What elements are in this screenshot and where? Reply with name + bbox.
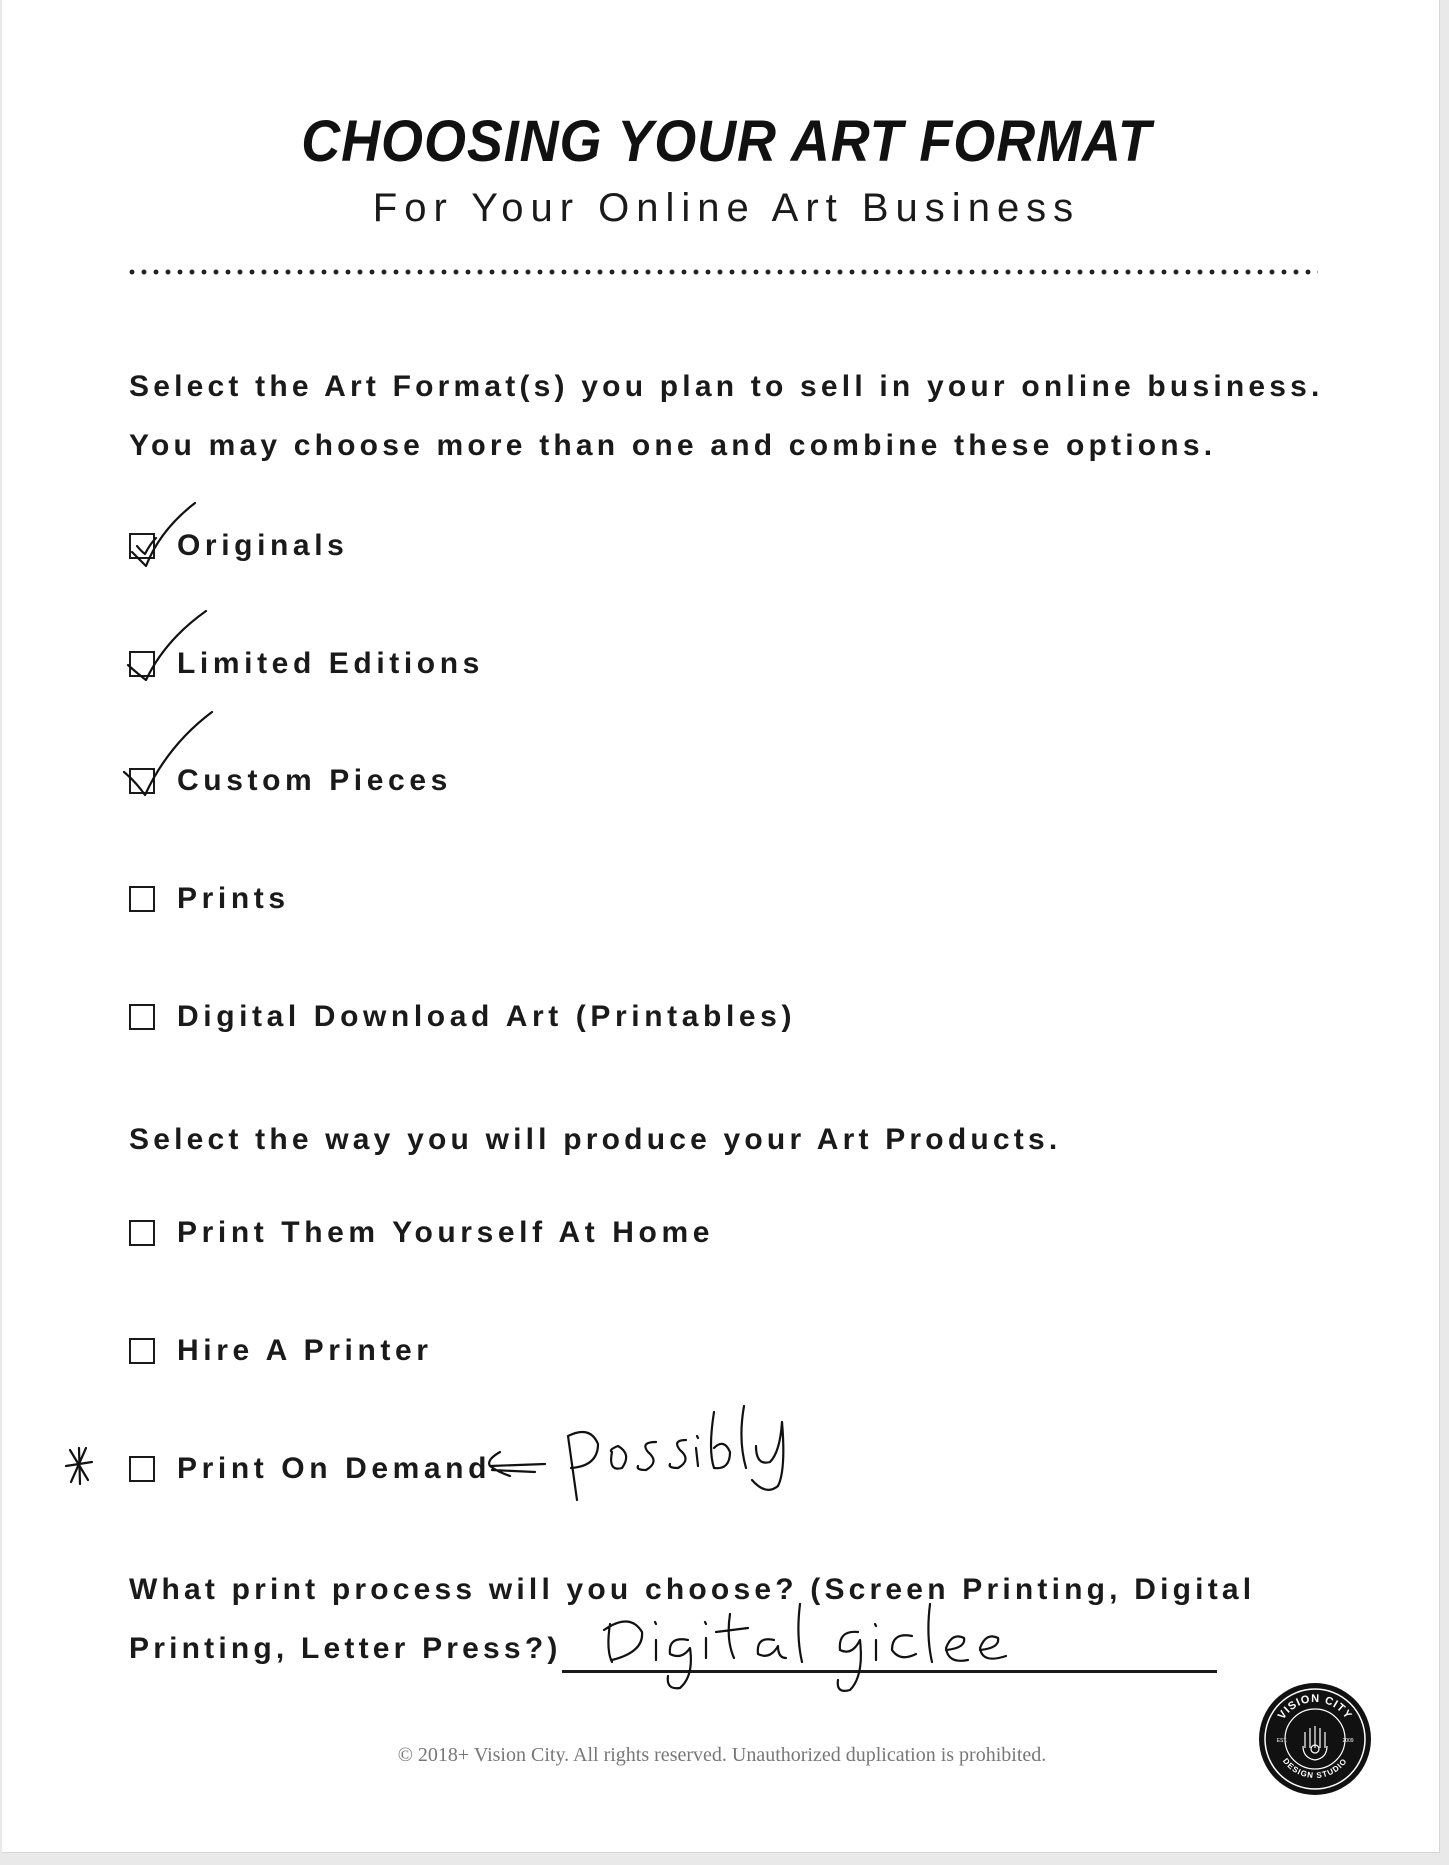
checkbox-print-at-home[interactable]	[129, 1220, 155, 1246]
option-limited-editions[interactable]	[129, 647, 484, 681]
process-question-line1: What print process will you choose? (Screen Printing, Digital	[129, 1573, 1256, 1606]
page-title: CHOOSING YOUR ART FORMAT	[301, 109, 1152, 174]
production-instruction: Select the way you will produce your Art Products.	[129, 1123, 1062, 1156]
option-label: Print Them Yourself At Home	[177, 1216, 715, 1249]
vision-city-logo	[1258, 1682, 1372, 1796]
option-digital-download[interactable]	[129, 1000, 796, 1034]
option-label: Limited Editions	[177, 647, 484, 680]
svg-text:VISION CITY: VISION CITY	[1275, 1692, 1355, 1722]
option-print-at-home[interactable]	[129, 1216, 714, 1250]
option-hire-printer[interactable]	[129, 1334, 433, 1368]
option-label: Custom Pieces	[177, 764, 452, 797]
checkbox-digital-download[interactable]	[129, 1004, 155, 1030]
checkbox-print-on-demand[interactable]	[129, 1456, 155, 1482]
option-label: Originals	[177, 529, 349, 562]
page-subtitle: For Your Online Art Business	[372, 186, 1081, 230]
checkbox-limited-editions[interactable]	[129, 651, 155, 677]
checkbox-originals[interactable]	[129, 533, 155, 559]
formats-instruction-line2: You may choose more than one and combine these options.	[129, 429, 1217, 462]
answer-underline[interactable]	[562, 1670, 1217, 1673]
option-label: Digital Download Art (Printables)	[177, 1000, 797, 1033]
option-label: Hire A Printer	[177, 1334, 433, 1367]
process-question-line2: Printing, Letter Press?)	[129, 1632, 562, 1665]
formats-instruction-line1: Select the Art Format(s) you plan to sell in your online business.	[129, 370, 1324, 403]
option-prints[interactable]	[129, 882, 290, 916]
checkbox-custom-pieces[interactable]	[129, 768, 155, 794]
copyright-footer: © 2018+ Vision City. All rights reserved. Unauthorized duplication is prohibited.	[397, 1744, 1047, 1766]
option-label: Print On Demand	[177, 1452, 492, 1485]
svg-text:2009: 2009	[1342, 1738, 1354, 1744]
checkbox-hire-printer[interactable]	[129, 1338, 155, 1364]
svg-text:EST.: EST.	[1276, 1738, 1288, 1744]
option-originals[interactable]	[129, 529, 348, 563]
worksheet-page	[2, 0, 1440, 1853]
checkbox-prints[interactable]	[129, 886, 155, 912]
svg-text:DESIGN STUDIO: DESIGN STUDIO	[1280, 1756, 1350, 1781]
option-custom-pieces[interactable]	[129, 764, 452, 798]
dotted-divider	[126, 268, 1318, 276]
option-print-on-demand[interactable]	[129, 1452, 491, 1486]
option-label: Prints	[177, 882, 290, 915]
